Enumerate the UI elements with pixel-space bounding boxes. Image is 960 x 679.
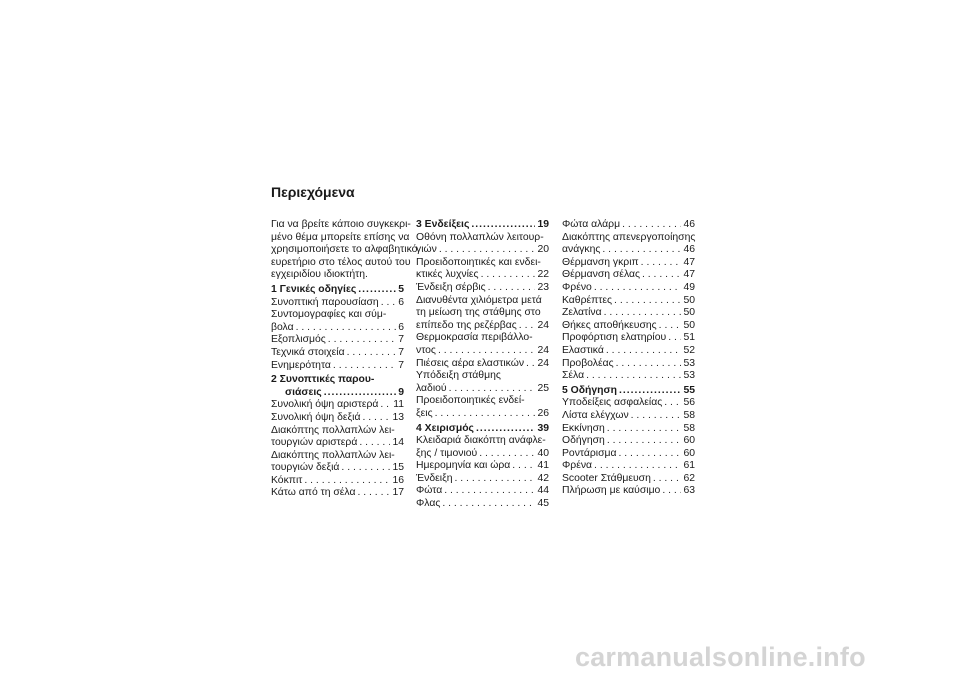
page-number: 20: [537, 244, 549, 256]
entry-title: Φώτα: [416, 485, 443, 497]
page-number: 6: [398, 321, 404, 333]
toc-section-heading[interactable]: [562, 385, 695, 398]
toc-entry[interactable]: [562, 269, 695, 282]
intro-line: Για να βρείτε κάποιο συγκεκρι-: [271, 219, 411, 230]
entry-title: Θέρμανση σέλας: [562, 269, 640, 281]
page-number: 25: [537, 382, 549, 394]
dot-leader: [380, 399, 391, 412]
dot-leader: [642, 269, 681, 282]
entry-title: Προβολέας: [562, 357, 614, 369]
page-number: 53: [683, 357, 695, 369]
toc-entry[interactable]: [416, 485, 549, 498]
toc-column-2: [416, 219, 549, 511]
toc-entry[interactable]: [271, 437, 404, 450]
watermark: carmanualsonline.info: [575, 642, 866, 672]
entry-title: Συνοπτική παρουσίαση: [271, 296, 379, 308]
page-number: 55: [683, 384, 695, 396]
page-number: 49: [683, 281, 695, 293]
page-number: 15: [392, 462, 404, 474]
entry-title: Φώτα αλάρμ: [562, 219, 621, 230]
dot-leader: [347, 347, 397, 360]
toc-entry[interactable]: [416, 473, 549, 486]
entry-title-line: Προειδοποιητικές ενδεί-: [416, 395, 525, 407]
entry-title-line: Προειδοποιητικές και ενδει-: [416, 256, 541, 268]
page-number: 62: [683, 472, 695, 484]
entry-title: Φλας: [416, 498, 441, 510]
entry-title: Τεχνικά στοιχεία: [271, 346, 345, 358]
toc-entry[interactable]: [416, 320, 549, 333]
page-number: 63: [683, 485, 695, 497]
toc-entry[interactable]: [416, 358, 549, 371]
entry-title: Πιέσεις αέρα ελαστικών: [416, 357, 525, 369]
entry-title: Καθρέπτες: [562, 294, 613, 306]
entry-title-line: Οθόνη πολλαπλών λειτουρ-: [416, 231, 544, 243]
section-title: 2 Συνοπτικές παρου-: [271, 374, 375, 386]
intro-line: ευρετήριο στο τέλος αυτού του: [271, 256, 411, 268]
page-number: 60: [683, 447, 695, 459]
page-number: 23: [537, 281, 549, 293]
dot-leader: [449, 383, 536, 396]
page-number: 60: [683, 435, 695, 447]
entry-title: Προφόρτιση ελατηρίου: [562, 332, 667, 344]
toc-section-heading[interactable]: [271, 374, 404, 387]
dot-leader: [488, 282, 536, 295]
page-number: 24: [537, 357, 549, 369]
entry-title: Συνολική όψη δεξιά: [271, 411, 361, 423]
dot-leader: [619, 448, 682, 461]
page-number: 16: [392, 474, 404, 486]
section-title: σιάσεις: [285, 386, 322, 398]
toc-entry[interactable]: [562, 370, 695, 383]
entry-title: γιών: [416, 244, 437, 256]
entry-title-line: τη μείωση της στάθμης στο: [416, 307, 541, 319]
dot-leader: [304, 475, 390, 488]
toc-entry[interactable]: [271, 334, 404, 347]
toc-entry[interactable]: [271, 475, 404, 488]
dot-leader: [362, 412, 390, 425]
entry-title: Εξοπλισμός: [271, 334, 326, 346]
page-number: 42: [537, 472, 549, 484]
dot-leader: [328, 334, 396, 347]
page-number: 14: [392, 437, 404, 449]
toc-entry[interactable]: [562, 473, 695, 486]
toc-entry[interactable]: [271, 322, 404, 335]
dot-leader: [324, 387, 397, 400]
dot-leader: [659, 320, 682, 333]
dot-leader: [594, 460, 681, 473]
entry-title: επίπεδο της ρεζέρβας: [416, 319, 517, 331]
page-number: 51: [683, 332, 695, 344]
entry-title: Σέλα: [562, 370, 585, 382]
dot-leader: [607, 435, 682, 448]
dot-leader: [619, 385, 681, 398]
toc-section-heading[interactable]: [416, 423, 549, 436]
page-number: 47: [683, 269, 695, 281]
dot-leader: [357, 487, 390, 500]
entry-title: Ζελατίνα: [562, 307, 602, 319]
entry-title: Ένδειξη: [416, 472, 453, 484]
page-number: 24: [537, 344, 549, 356]
section-title: 5 Οδήγηση: [562, 384, 617, 396]
toc-entry[interactable]: [562, 410, 695, 423]
dot-leader: [664, 397, 681, 410]
toc-entry[interactable]: [562, 244, 695, 257]
page-title: Περιεχόμενα: [271, 184, 355, 200]
toc-entry[interactable]: [271, 412, 404, 425]
dot-leader: [641, 257, 682, 270]
section-title: 1 Γενικές οδηγίες: [271, 283, 357, 295]
dot-leader: [481, 269, 536, 282]
dot-leader: [519, 320, 536, 333]
entry-title: Εκκίνηση: [562, 422, 605, 434]
toc-entry[interactable]: [562, 332, 695, 345]
entry-title: Υποδείξεις ασφαλείας: [562, 397, 663, 409]
dot-leader: [359, 437, 390, 450]
toc-entry[interactable]: [562, 295, 695, 308]
page-number: 5: [398, 283, 404, 295]
toc-entry[interactable]: [562, 435, 695, 448]
toc-entry[interactable]: [416, 498, 549, 511]
entry-title: Θέρμανση γκριπ: [562, 256, 639, 268]
dot-leader: [614, 295, 681, 308]
entry-title-line: Διανυθέντα χιλιόμετρα μετά: [416, 294, 542, 306]
dot-leader: [296, 322, 397, 335]
toc-entry[interactable]: [416, 448, 549, 461]
page-number: 7: [398, 334, 404, 346]
page-number: 52: [683, 344, 695, 356]
page-number: 47: [683, 256, 695, 268]
dot-leader: [439, 244, 536, 257]
dot-leader: [602, 244, 681, 257]
toc-entry[interactable]: [562, 460, 695, 473]
page-number: 6: [398, 296, 404, 308]
page-number: 40: [537, 447, 549, 459]
toc-entry[interactable]: [271, 360, 404, 373]
section-title: 4 Χειρισμός: [416, 422, 474, 434]
page-number: 46: [683, 244, 695, 256]
toc-entry[interactable]: [562, 282, 695, 295]
page-number: 50: [683, 307, 695, 319]
entry-title: ντος: [416, 344, 436, 356]
page-number: 22: [537, 269, 549, 281]
dot-leader: [471, 219, 535, 232]
entry-title: Ροντάρισμα: [562, 447, 617, 459]
entry-title: τουργιών δεξιά: [271, 462, 340, 474]
page-number: 9: [398, 386, 404, 398]
dot-leader: [586, 370, 681, 383]
page-number: 7: [398, 359, 404, 371]
dot-leader: [653, 473, 682, 486]
toc-entry[interactable]: [416, 269, 549, 282]
page-number: 41: [537, 460, 549, 472]
toc-entry[interactable]: [416, 345, 549, 358]
dot-leader: [604, 307, 682, 320]
page-number: 11: [393, 399, 404, 411]
page-number: 44: [537, 485, 549, 497]
dot-leader: [594, 282, 682, 295]
page-number: 58: [683, 409, 695, 421]
entry-title: Λίστα ελέγχων: [562, 409, 629, 421]
toc-entry[interactable]: [562, 219, 695, 232]
dot-leader: [631, 410, 682, 423]
page-number: 50: [683, 319, 695, 331]
dot-leader: [438, 345, 535, 358]
page-number: 58: [683, 422, 695, 434]
dot-leader: [341, 462, 390, 475]
entry-title: Κόκπιτ: [271, 474, 303, 486]
entry-title: ανάγκης: [562, 244, 601, 256]
dot-leader: [622, 219, 681, 232]
dot-leader: [435, 408, 536, 421]
toc-entry[interactable]: [271, 487, 404, 500]
entry-title: κτικές λυχνίες: [416, 269, 479, 281]
entry-title: Οδήγηση: [562, 435, 605, 447]
dot-leader: [358, 284, 396, 297]
entry-title-line: Υπόδειξη στάθμης: [416, 370, 501, 382]
entry-title: Ελαστικά: [562, 344, 604, 356]
toc-entry[interactable]: [562, 307, 695, 320]
dot-leader: [606, 345, 682, 358]
dot-leader: [526, 358, 535, 371]
dot-leader: [444, 485, 535, 498]
entry-title: Ενημερότητα: [271, 359, 331, 371]
entry-title: Θήκες αποθήκευσης: [562, 319, 657, 331]
dot-leader: [512, 460, 535, 473]
toc-entry[interactable]: [271, 297, 404, 310]
entry-title: Ημερομηνία και ώρα: [416, 460, 511, 472]
dot-leader: [662, 485, 681, 498]
page-number: 50: [683, 294, 695, 306]
toc-entry[interactable]: [562, 345, 695, 358]
entry-title: Ένδειξη σέρβις: [416, 281, 486, 293]
toc-column-1: [271, 219, 418, 500]
entry-title-line: Κλειδαριά διακόπτη ανάφλε-: [416, 435, 546, 447]
entry-title: Scooter Στάθμευση: [562, 472, 651, 484]
dot-leader: [442, 498, 535, 511]
intro-line: χρησιμοποιήσετε το αλφαβητικό: [271, 244, 418, 256]
dot-leader: [476, 423, 535, 436]
intro-line: εγχειριδίου ιδιοκτήτη.: [271, 269, 368, 281]
entry-title: τουργιών αριστερά: [271, 437, 358, 449]
toc-column-3: [562, 219, 695, 498]
dot-leader: [668, 332, 681, 345]
page-number: 56: [683, 397, 695, 409]
entry-title: Συνολική όψη αριστερά: [271, 399, 379, 411]
page-number: 61: [683, 460, 695, 472]
intro-line: μένο θέμα μπορείτε επίσης να: [271, 231, 410, 243]
page-number: 13: [392, 411, 404, 423]
section-title: 3 Ενδείξεις: [416, 219, 470, 230]
toc-entry[interactable]: [562, 320, 695, 333]
page-number: 19: [537, 219, 549, 230]
page-number: 26: [537, 407, 549, 419]
page-number: 17: [392, 487, 404, 499]
toc-entry[interactable]: [562, 423, 695, 436]
toc-entry[interactable]: [271, 399, 404, 412]
page-number: 46: [683, 219, 695, 230]
entry-title-line: Διακόπτης πολλαπλών λει-: [271, 424, 395, 436]
page-number: 7: [398, 346, 404, 358]
page-number: 45: [537, 498, 549, 510]
toc-entry[interactable]: [562, 397, 695, 410]
toc-entry[interactable]: [562, 358, 695, 371]
toc-entry[interactable]: [416, 282, 549, 295]
toc-section-heading[interactable]: [416, 219, 549, 232]
entry-title: λαδιού: [416, 382, 447, 394]
dot-leader: [616, 358, 682, 371]
entry-title: ξης / τιμονιού: [416, 447, 478, 459]
entry-title-line: Συντομογραφίες και σύμ-: [271, 309, 387, 321]
entry-title: Κάτω από τη σέλα: [271, 487, 356, 499]
entry-title-line: Διακόπτης πολλαπλών λει-: [271, 449, 395, 461]
page-number: 24: [537, 319, 549, 331]
entry-title: βολα: [271, 321, 294, 333]
dot-leader: [479, 448, 535, 461]
toc-section-heading[interactable]: [271, 387, 404, 400]
dot-leader: [381, 297, 397, 310]
dot-leader: [333, 360, 396, 373]
toc-entry[interactable]: [416, 408, 549, 421]
dot-leader: [455, 473, 536, 486]
entry-title: Φρένα: [562, 460, 593, 472]
entry-title: Φρένο: [562, 281, 592, 293]
page-number: 39: [537, 422, 549, 434]
toc-entry[interactable]: [416, 460, 549, 473]
toc-entry[interactable]: [271, 462, 404, 475]
entry-title: ξεις: [416, 407, 433, 419]
toc-entry[interactable]: [271, 347, 404, 360]
entry-title-line: Θερμοκρασία περιβάλλο-: [416, 332, 533, 344]
toc-entry[interactable]: [562, 448, 695, 461]
toc-entry[interactable]: [416, 244, 549, 257]
intro-paragraph: [271, 219, 418, 282]
entry-title-line: Διακόπτης απενεργοποίησης: [562, 231, 696, 243]
entry-title: Πλήρωση με καύσιμο: [562, 485, 661, 497]
toc-entry[interactable]: [562, 257, 695, 270]
page-number: 53: [683, 370, 695, 382]
dot-leader: [607, 423, 682, 436]
toc-entry[interactable]: [416, 383, 549, 396]
toc-section-heading[interactable]: [271, 284, 404, 297]
toc-entry[interactable]: [562, 485, 695, 498]
